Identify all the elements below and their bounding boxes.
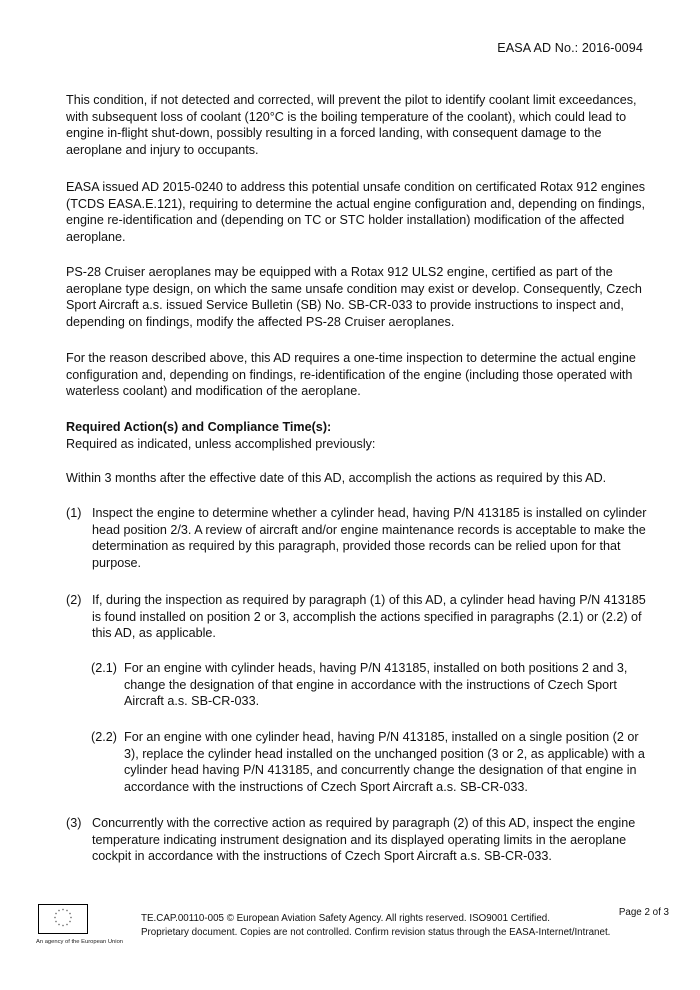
page-number: Page 2 of 3 <box>618 907 669 918</box>
agency-caption: An agency of the European Union <box>36 939 124 945</box>
item-number: (2) <box>66 593 82 607</box>
svg-text:*: * <box>69 912 71 917</box>
paragraph-unsafe-condition: This condition, if not detected and corrected, will prevent the pilot to identify coolant limit exceedances, with subsequent loss of coolant (120°C is the boiling temperature of the coolant), which could lead to engine in-flight shut-down, possibly resulting in a forced landing, with consequent damage to the aeroplane and injury to occupants. <box>66 93 637 157</box>
eu-stars-icon <box>39 905 87 933</box>
required-action-subheading: Required as indicated, unless accomplished previously: <box>66 436 376 451</box>
svg-text:*: * <box>58 909 60 914</box>
eu-flag-logo <box>38 904 88 934</box>
svg-text:*: * <box>55 920 57 925</box>
item-number: (1) <box>66 506 82 520</box>
item-text: If, during the inspection as required by paragraph (1) of this AD, a cylinder head having P/N 413185 is found installed on position 2 or 3, accomplish the actions specified in paragraphs (2.1) or (2.2) of this AD, as applicable. <box>92 593 646 641</box>
item-text: Inspect the engine to determine whether a cylinder head, having P/N 413185 is installed on cylinder head position 2/3. A review of aircraft and/or engine maintenance records is acceptable to make the determination as required by this paragraph, provided those records can be relied upon for that purpose. <box>92 506 647 570</box>
paragraph-reason: For the reason described above, this AD requires a one-time inspection to determine the actual engine configuration and, depending on findings, re-identification of the engine (including those operated with waterless coolant) and modification of the aeroplane. <box>66 351 636 399</box>
paragraph-easa-ad: EASA issued AD 2015-0240 to address this potential unsafe condition on certificated Rotax 912 engines (TCDS EASA.E.121), requiring to determine the actual engine configuration and, depending on findings, engine re-identification and (depending on TC or STC holder installation) modification of the affected aeroplane. <box>66 180 645 244</box>
required-action-section <box>66 419 648 452</box>
compliance-intro: Within 3 months after the effective date of this AD, accomplish the actions as required by this AD. <box>66 471 607 485</box>
svg-text:*: * <box>55 912 57 917</box>
svg-text:*: * <box>69 920 71 925</box>
required-action-heading: Required Action(s) and Compliance Time(s): <box>66 420 332 434</box>
paragraph-ps28: PS-28 Cruiser aeroplanes may be equipped with a Rotax 912 ULS2 engine, certified as part of the aeroplane type design, on which the same unsafe condition may exist or develop. Consequently, Czech Sport Aircraft a.s. issued Service Bulletin (SB) No. SB-CR-033 to provide instructions to inspect and, depending on findings, modify the affected PS-28 Cruiser aeroplanes. <box>66 265 642 329</box>
item-text: For an engine with one cylinder head, having P/N 413185, installed on a single position (2 or 3), replace the cylinder head installed on the unchanged position (3 or 2, as applicable) with a cylinder head having P/N 413185, and concurrently change the designation of that engine in accordance with the instructions of Czech Sport Aircraft a.s. SB-CR-033. <box>124 730 645 794</box>
footer-text <box>141 912 610 939</box>
item-number: (2.2) <box>91 730 117 744</box>
svg-text:*: * <box>66 909 68 914</box>
svg-text:*: * <box>54 916 56 921</box>
svg-text:*: * <box>58 923 60 928</box>
footer-line-2: Proprietary document. Copies are not controlled. Confirm revision status through the EASA-Internet/Intranet. <box>141 926 611 938</box>
item-text: Concurrently with the corrective action as required by paragraph (2) of this AD, inspect the engine temperature indicating instrument designation and its displayed operating limits in the aeroplane cockpit in accordance with the instructions of Czech Sport Aircraft a.s. SB-CR-033. <box>92 816 636 864</box>
ad-number: EASA AD No.: 2016-0094 <box>497 41 643 55</box>
svg-text:*: * <box>62 908 64 913</box>
item-text: For an engine with cylinder heads, having P/N 413185, installed on both positions 2 and 3, change the designation of that engine in accordance with the instructions of Czech Sport Aircraft a.s. SB-CR-033. <box>124 661 628 709</box>
svg-text:*: * <box>70 916 72 921</box>
item-number: (2.1) <box>91 661 117 675</box>
svg-text:*: * <box>66 923 68 928</box>
item-number: (3) <box>66 816 82 830</box>
svg-text:*: * <box>62 924 64 929</box>
footer-line-1: TE.CAP.00110-005 © European Aviation Safety Agency. All rights reserved. ISO9001 Certified. <box>141 913 550 924</box>
